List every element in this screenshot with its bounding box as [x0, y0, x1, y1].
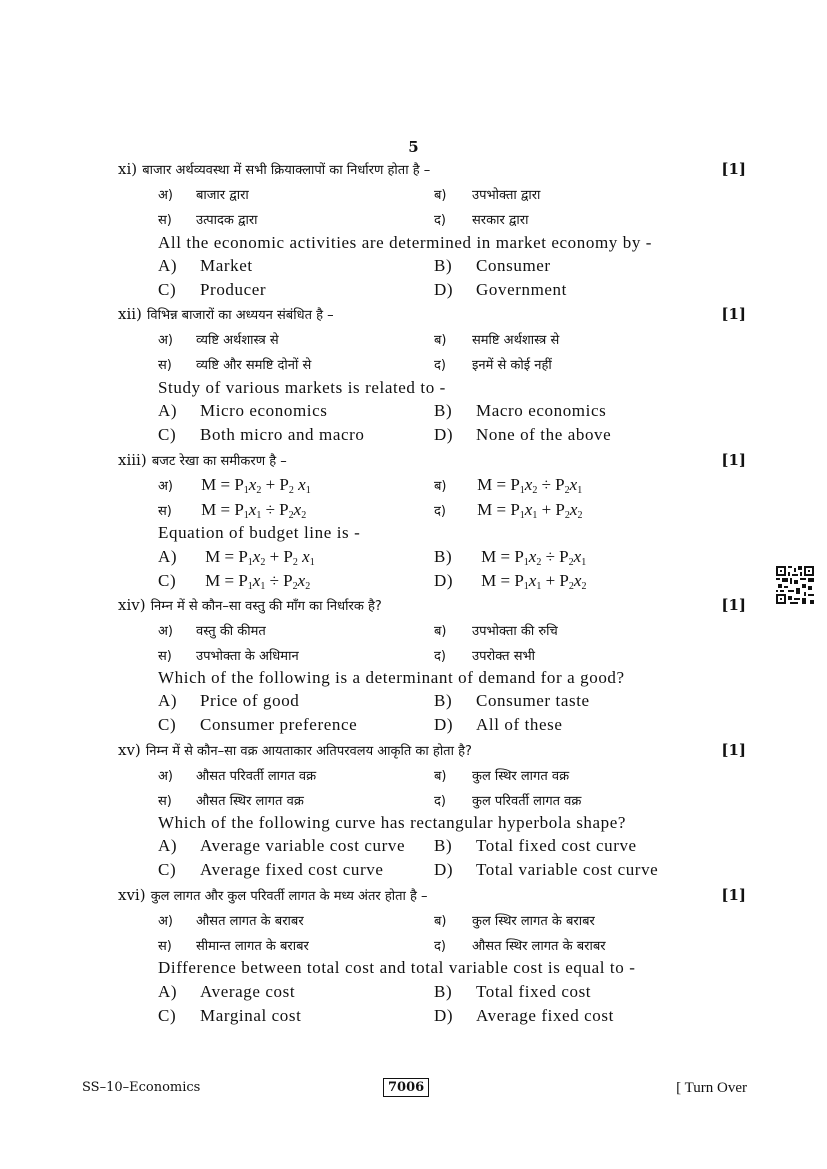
hindi-question-text: बाजार अर्थव्यवस्था में सभी क्रियाक्लापों का निर्धारण होता है – [142, 163, 431, 178]
hindi-question-text: कुल लागत और कुल परिवर्ती लागत के मध्य अंतर होता है – [150, 889, 428, 904]
formula: $M = P_1x_2 \div P_2x_1$ [477, 475, 583, 496]
english-option: A) Micro economics [158, 401, 328, 420]
english-formula-option: A) $M = P_1x_2 + P_2$ $x_1$ [158, 547, 315, 568]
hindi-option: अ) बाजार द्वारा [158, 188, 249, 203]
english-formula-option: B) $M = P_1x_2 \div P_2x_1$ [434, 547, 587, 568]
formula: $M = P_1x_1 \div P_2x_2$ [205, 571, 311, 592]
footer-paper-code: 7006 [383, 1078, 429, 1097]
english-option: C) Both micro and macro [158, 425, 365, 444]
hindi-formula-option: ब) $M = P_1x_2 \div P_2x_1$ [434, 475, 583, 496]
marks-label: [1] [721, 596, 746, 614]
english-option: C) Consumer preference [158, 715, 358, 734]
formula: $M = P_1x_2 \div P_2x_1$ [481, 547, 587, 568]
english-option: B) Total fixed cost [434, 982, 592, 1001]
hindi-option: अ) व्यष्टि अर्थशास्त्र से [158, 333, 279, 348]
hindi-formula-option: द) $M = P_1x_1 + P_2x_2$ [434, 500, 583, 521]
hindi-option: अ) औसत परिवर्ती लागत वक्र [158, 769, 317, 784]
hindi-question-text: विभिन्न बाजारों का अध्ययन संबंधित है – [147, 308, 334, 323]
marks-label: [1] [721, 451, 746, 469]
english-option: D) All of these [434, 715, 563, 734]
hindi-option: स) औसत स्थिर लागत वक्र [158, 794, 304, 809]
english-question-text: Equation of budget line is - [158, 523, 361, 542]
english-option: B) Total fixed cost curve [434, 836, 637, 855]
english-option: A) Average variable cost curve [158, 836, 406, 855]
english-formula-option: C) $M = P_1x_1 \div P_2x_2$ [158, 571, 311, 592]
footer-subject-code: SS–10–Economics [82, 1080, 201, 1095]
question-number: xiv) [118, 596, 146, 614]
page-number: 5 [408, 138, 419, 156]
question-xiii [118, 448, 287, 472]
hindi-option: द) उपरोक्त सभी [434, 649, 535, 664]
qr-code-icon [776, 566, 814, 604]
question-xv [118, 738, 472, 762]
marks-label: [1] [721, 160, 746, 178]
english-option: B) Consumer [434, 256, 551, 275]
english-option: C) Average fixed cost curve [158, 860, 384, 879]
english-question-text: All the economic activities are determined in market economy by - [158, 233, 653, 252]
english-question-text: Difference between total cost and total variable cost is equal to - [158, 958, 636, 977]
english-formula-option: D) $M = P_1x_1 + P_2x_2$ [434, 571, 587, 592]
hindi-option: ब) समष्टि अर्थशास्त्र से [434, 333, 560, 348]
hindi-option: द) औसत स्थिर लागत के बराबर [434, 939, 606, 954]
formula: $M = P_1x_1 + P_2x_2$ [477, 500, 583, 521]
marks-label: [1] [721, 741, 746, 759]
hindi-option: द) कुल परिवर्ती लागत वक्र [434, 794, 582, 809]
hindi-option: ब) उपभोक्ता द्वारा [434, 188, 541, 203]
hindi-option: ब) उपभोक्ता की रुचि [434, 624, 558, 639]
hindi-option: ब) कुल स्थिर लागत वक्र [434, 769, 570, 784]
hindi-option: स) सीमान्त लागत के बराबर [158, 939, 309, 954]
english-question-text: Which of the following curve has rectangular hyperbola shape? [158, 813, 627, 832]
hindi-option: द) इनमें से कोई नहीं [434, 358, 552, 373]
question-xiv [118, 593, 382, 617]
english-option: D) Government [434, 280, 567, 299]
marks-label: [1] [721, 886, 746, 904]
hindi-option: स) व्यष्टि और समष्टि दोनों से [158, 358, 312, 373]
footer-turn-over: [ Turn Over [676, 1080, 747, 1096]
english-option: A) Market [158, 256, 253, 275]
hindi-option: स) उपभोक्ता के अधिमान [158, 649, 299, 664]
question-xvi [118, 883, 428, 907]
question-number: xi) [118, 160, 138, 178]
english-question-text: Study of various markets is related to - [158, 378, 446, 397]
english-option: C) Marginal cost [158, 1006, 302, 1025]
hindi-question-text: बजट रेखा का समीकरण है – [151, 454, 287, 469]
hindi-question-text: निम्न में से कौन–सा वस्तु की माँग का निर्धारक है? [150, 599, 382, 614]
hindi-question-text: निम्न में से कौन–सा वक्र आयताकार अतिपरवलय आकृति का होता है? [145, 744, 472, 759]
english-option: B) Consumer taste [434, 691, 590, 710]
english-option: A) Average cost [158, 982, 296, 1001]
hindi-option: अ) औसत लागत के बराबर [158, 914, 304, 929]
english-option: D) Average fixed cost [434, 1006, 614, 1025]
hindi-option: अ) वस्तु की कीमत [158, 624, 266, 639]
english-option: D) Total variable cost curve [434, 860, 659, 879]
hindi-formula-option: अ) $M = P_1x_2 + P_2$ $x_1$ [158, 475, 311, 496]
english-option: C) Producer [158, 280, 267, 299]
question-xii [118, 302, 334, 326]
formula: $M = P_1x_1 + P_2x_2$ [481, 571, 587, 592]
hindi-option: स) उत्पादक द्वारा [158, 213, 258, 228]
formula: $M = P_1x_2 + P_2$ $x_1$ [201, 475, 311, 496]
question-number: xiii) [118, 451, 147, 469]
question-number: xv) [118, 741, 141, 759]
english-question-text: Which of the following is a determinant of demand for a good? [158, 668, 625, 687]
hindi-formula-option: स) $M = P_1x_1 \div P_2x_2$ [158, 500, 307, 521]
hindi-option: द) सरकार द्वारा [434, 213, 529, 228]
question-number: xvi) [118, 886, 146, 904]
hindi-option: ब) कुल स्थिर लागत के बराबर [434, 914, 595, 929]
english-option: A) Price of good [158, 691, 300, 710]
question-number: xii) [118, 305, 142, 323]
formula: $M = P_1x_2 + P_2$ $x_1$ [205, 547, 315, 568]
marks-label: [1] [721, 305, 746, 323]
english-option: B) Macro economics [434, 401, 607, 420]
english-option: D) None of the above [434, 425, 612, 444]
question-xi [118, 157, 430, 181]
formula: $M = P_1x_1 \div P_2x_2$ [201, 500, 307, 521]
